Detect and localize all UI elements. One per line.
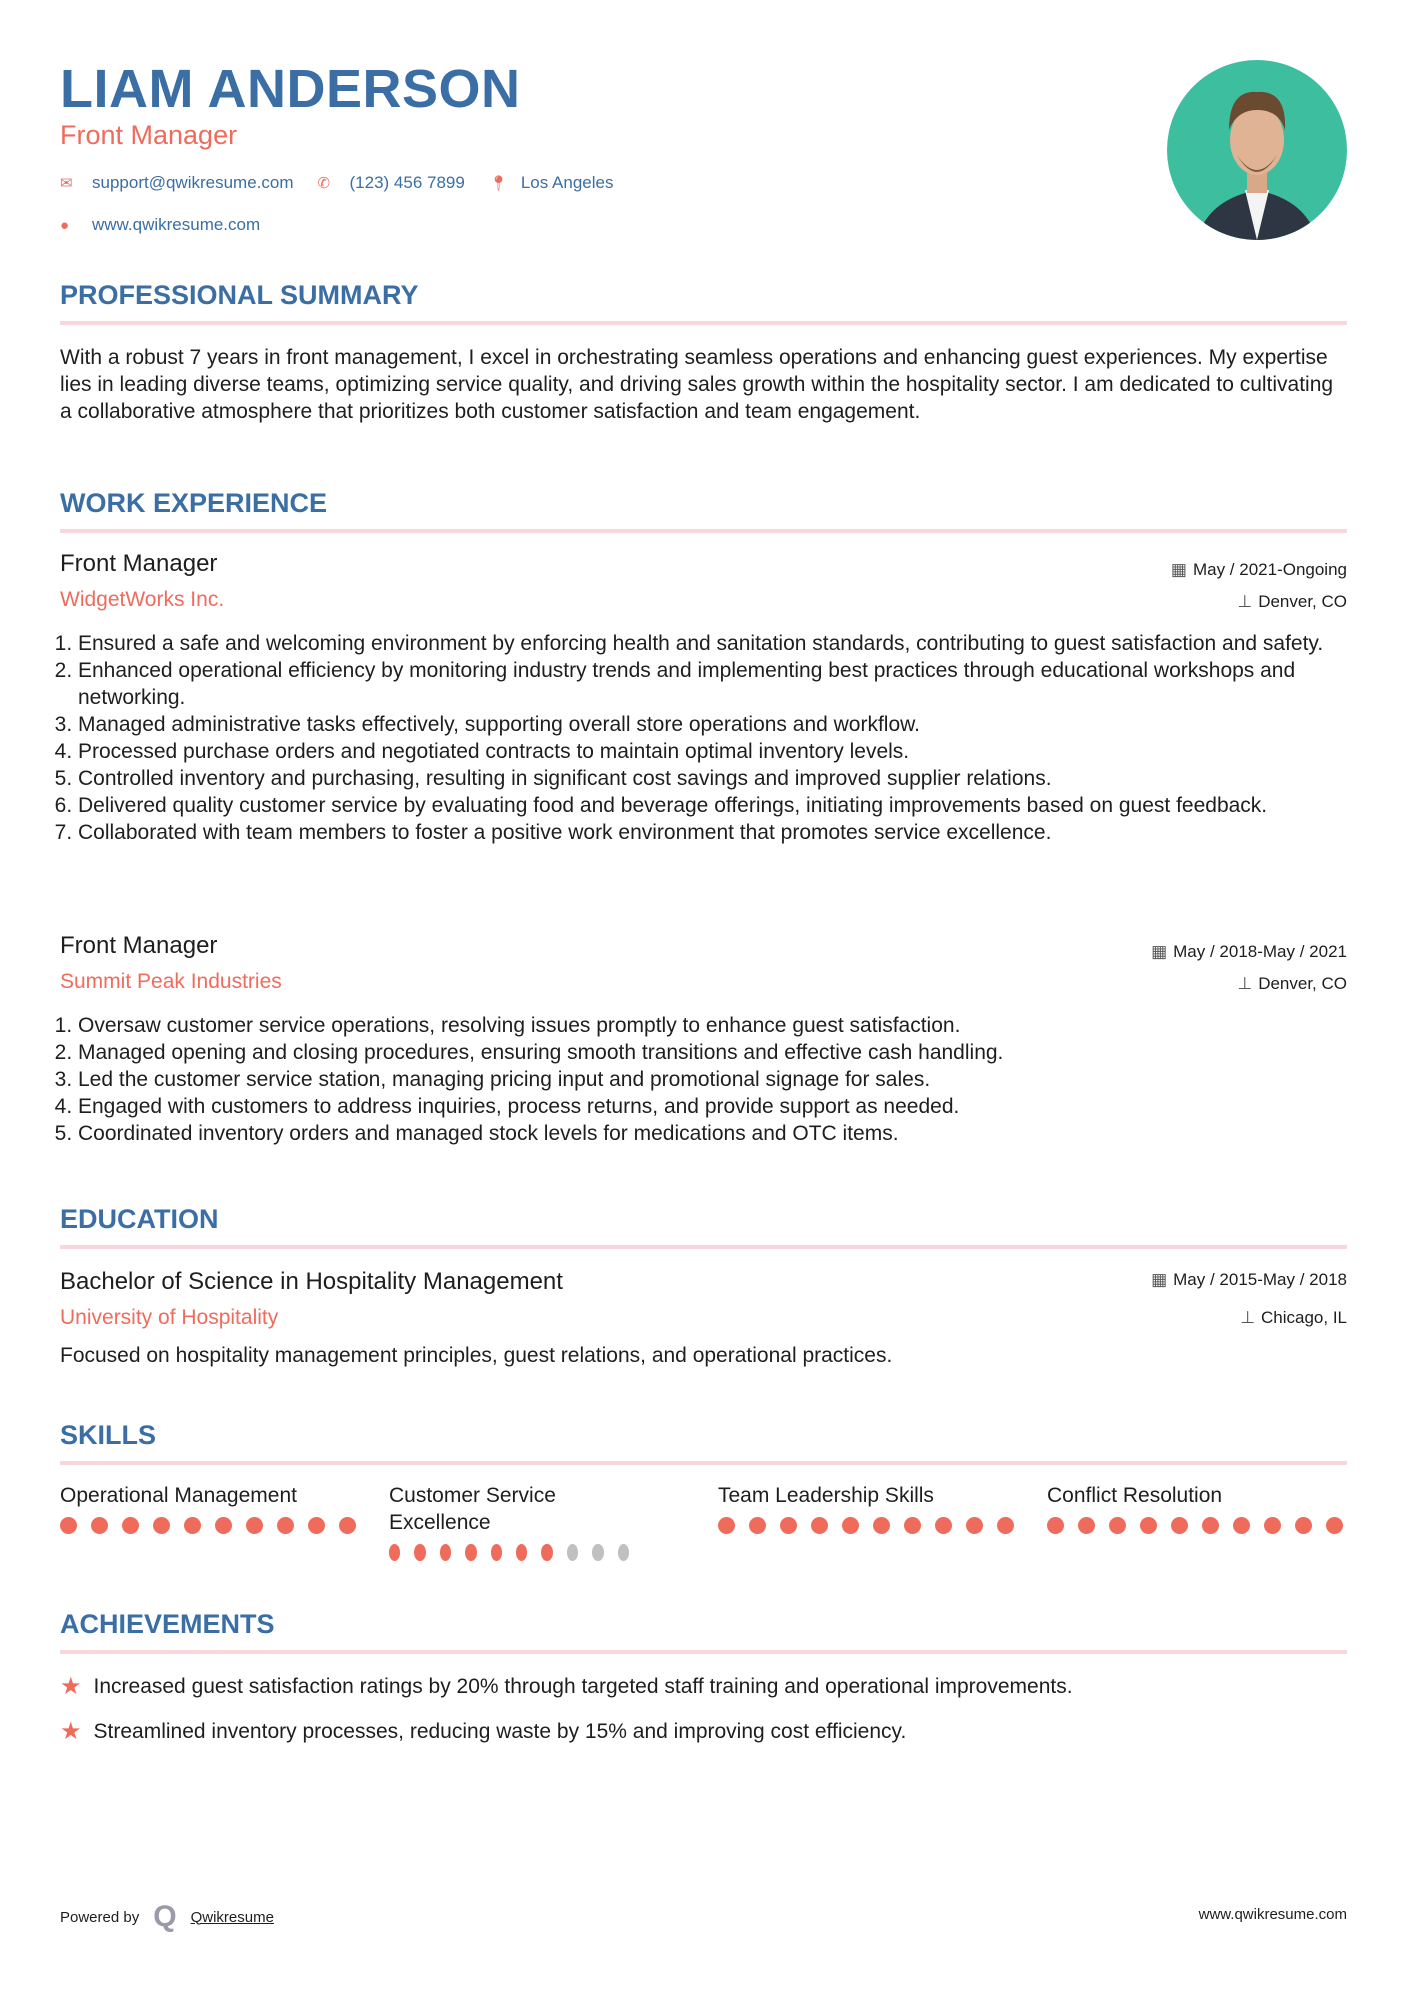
bullet: 5. Coordinated inventory orders and managed stock levels for medications and OTC items.: [78, 1120, 1347, 1147]
profile-photo: [1167, 60, 1347, 240]
candidate-name: LIAM ANDERSON: [60, 59, 521, 119]
job-dates-text: May / 2018-May / 2021: [1173, 942, 1347, 961]
pushpin-icon: ⊥: [1240, 1308, 1255, 1327]
rating-dot-filled: [780, 1517, 797, 1534]
footer-website[interactable]: www.qwikresume.com: [1198, 1906, 1347, 1923]
map-pin-icon: 📍︎: [488, 175, 508, 192]
job-location: [1237, 592, 1347, 612]
rating-dot-filled: [541, 1544, 552, 1561]
education-location: [1240, 1308, 1347, 1328]
rating-dot-filled: [339, 1517, 356, 1534]
rating-dot-filled: [389, 1544, 400, 1561]
bullet: 4. Engaged with customers to address inquiries, process returns, and provide support as needed.: [78, 1093, 1347, 1120]
achievement-item: [60, 1717, 906, 1746]
rating-dot-filled: [465, 1544, 476, 1561]
education-heading: EDUCATION: [60, 1204, 1347, 1249]
summary-text: With a robust 7 years in front management, I excel in orchestrating seamless operations and enhancing guest experiences. My expertise lies in leading diverse teams, optimizing service quality, and driving sales growth within the hospitality sector. I am dedicated to cultivating a collaborative atmosphere that prioritizes both customer satisfaction and team engagement.: [60, 346, 1334, 423]
website-link[interactable]: www.qwikresume.com: [92, 215, 261, 234]
education-description: Focused on hospitality management principles, guest relations, and operational practices.: [60, 1344, 893, 1367]
degree: Bachelor of Science in Hospitality Management: [60, 1268, 563, 1295]
education-dates: [1151, 1270, 1347, 1290]
summary-heading: PROFESSIONAL SUMMARY: [60, 280, 1347, 325]
rating-dot-filled: [414, 1544, 425, 1561]
calendar-icon: ▦: [1151, 1270, 1168, 1289]
rating-dot-filled: [1140, 1517, 1157, 1534]
rating-dot-filled: [1264, 1517, 1281, 1534]
rating-dot-filled: [122, 1517, 139, 1534]
location-text: Los Angeles: [520, 173, 614, 192]
rating-dot-filled: [1326, 1517, 1343, 1534]
rating-dot-filled: [1295, 1517, 1312, 1534]
rating-dot-filled: [308, 1517, 325, 1534]
bullet: 3. Managed administrative tasks effectively, supporting overall store operations and workflow.: [78, 711, 1347, 738]
skill-name: Conflict Resolution: [1047, 1484, 1223, 1507]
skill-item: [389, 1482, 629, 1561]
job-dates: [1151, 942, 1347, 962]
envelope-icon: ✉: [60, 175, 73, 192]
skill-item: [60, 1482, 360, 1534]
skill-rating: [389, 1544, 629, 1561]
skill-name: Team Leadership Skills: [718, 1484, 934, 1507]
rating-dot-filled: [842, 1517, 859, 1534]
rating-dot-filled: [811, 1517, 828, 1534]
rating-dot-filled: [440, 1544, 451, 1561]
rating-dot-filled: [1047, 1517, 1064, 1534]
bullet: 5. Controlled inventory and purchasing, resulting in significant cost savings and improved supplier relations.: [78, 765, 1347, 792]
bullet: 3. Led the customer service station, managing pricing input and promotional signage for sales.: [78, 1066, 1347, 1093]
rating-dot-filled: [246, 1517, 263, 1534]
skill-rating: [1047, 1517, 1347, 1534]
email-link[interactable]: support@qwikresume.com: [92, 173, 294, 192]
rating-dot-filled: [60, 1517, 77, 1534]
bullet: 2. Managed opening and closing procedures, ensuring smooth transitions and effective cash handling.: [78, 1039, 1347, 1066]
achievement-text: Increased guest satisfaction ratings by 20% through targeted staff training and operational improvements.: [93, 1674, 1073, 1698]
contact-row: [60, 173, 613, 193]
rating-dot-filled: [91, 1517, 108, 1534]
rating-dot-filled: [718, 1517, 735, 1534]
rating-dot-filled: [904, 1517, 921, 1534]
rating-dot-filled: [749, 1517, 766, 1534]
education-location-text: Chicago, IL: [1261, 1308, 1347, 1327]
phone-icon: ✆: [317, 175, 331, 192]
calendar-icon: ▦: [1170, 560, 1187, 579]
bullet: 1. Ensured a safe and welcoming environment by enforcing health and sanitation standards, contributing to guest satisfaction and safety.: [78, 630, 1347, 657]
achievement-item: [60, 1672, 1073, 1701]
job-dates-text: May / 2021-Ongoing: [1192, 560, 1347, 579]
job-company: Summit Peak Industries: [60, 970, 282, 993]
rating-dot-filled: [935, 1517, 952, 1534]
skills-heading: SKILLS: [60, 1420, 1347, 1465]
bullet: 1. Oversaw customer service operations, resolving issues promptly to enhance guest satisfaction.: [78, 1012, 1347, 1039]
skill-name: Operational Management: [60, 1484, 297, 1507]
bullet: 6. Delivered quality customer service by evaluating food and beverage offerings, initiating improvements based on guest feedback.: [78, 792, 1347, 819]
job-company: WidgetWorks Inc.: [60, 588, 225, 611]
experience-heading: WORK EXPERIENCE: [60, 488, 1347, 533]
job-bullets: [60, 630, 1347, 846]
brand-link[interactable]: Qwikresume: [190, 1908, 274, 1926]
achievement-text: Streamlined inventory processes, reducing waste by 15% and improving cost efficiency.: [93, 1719, 907, 1743]
phone-text: (123) 456 7899: [349, 173, 465, 192]
rating-dot-filled: [491, 1544, 502, 1561]
job-location: [1237, 974, 1347, 994]
globe-icon: ●: [60, 216, 70, 234]
website-row: [60, 215, 260, 235]
rating-dot-filled: [184, 1517, 201, 1534]
rating-dot-filled: [1078, 1517, 1095, 1534]
rating-dot-empty: [592, 1544, 603, 1561]
candidate-title: Front Manager: [60, 120, 238, 150]
rating-dot-filled: [1109, 1517, 1126, 1534]
rating-dot-filled: [966, 1517, 983, 1534]
rating-dot-filled: [215, 1517, 232, 1534]
rating-dot-filled: [1233, 1517, 1250, 1534]
star-icon: ★: [60, 1718, 82, 1745]
rating-dot-filled: [516, 1544, 527, 1561]
rating-dot-filled: [873, 1517, 890, 1534]
rating-dot-filled: [1171, 1517, 1188, 1534]
rating-dot-filled: [1202, 1517, 1219, 1534]
job-location-text: Denver, CO: [1258, 592, 1347, 611]
skill-item: [718, 1482, 1018, 1534]
job-title: Front Manager: [60, 550, 218, 577]
job-title: Front Manager: [60, 932, 218, 959]
job-location-text: Denver, CO: [1258, 974, 1347, 993]
bullet: 7. Collaborated with team members to foster a positive work environment that promotes service excellence.: [78, 819, 1347, 846]
footer-powered: [60, 1900, 274, 1934]
school: University of Hospitality: [60, 1306, 279, 1329]
qwikresume-logo-icon: Q: [153, 1900, 177, 1933]
pushpin-icon: ⊥: [1237, 592, 1253, 611]
job-dates: [1171, 560, 1347, 580]
pushpin-icon: ⊥: [1237, 974, 1253, 993]
rating-dot-empty: [567, 1544, 578, 1561]
achievements-heading: ACHIEVEMENTS: [60, 1609, 1347, 1654]
star-icon: ★: [60, 1673, 82, 1700]
rating-dot-filled: [277, 1517, 294, 1534]
education-dates-text: May / 2015-May / 2018: [1173, 1270, 1347, 1289]
rating-dot-empty: [618, 1544, 629, 1561]
powered-by-label: Powered by: [60, 1908, 140, 1926]
bullet: 2. Enhanced operational efficiency by monitoring industry trends and implementing best practices through educational workshops and networking.: [78, 657, 1347, 711]
job-bullets: [60, 1012, 1347, 1147]
bullet: 4. Processed purchase orders and negotiated contracts to maintain optimal inventory levels.: [78, 738, 1347, 765]
skill-rating: [718, 1517, 1018, 1534]
rating-dot-filled: [997, 1517, 1014, 1534]
skill-item: [1047, 1482, 1347, 1534]
skill-rating: [60, 1517, 360, 1534]
calendar-icon: ▦: [1151, 942, 1168, 961]
rating-dot-filled: [153, 1517, 170, 1534]
skill-name: Customer Service Excellence: [389, 1484, 556, 1534]
